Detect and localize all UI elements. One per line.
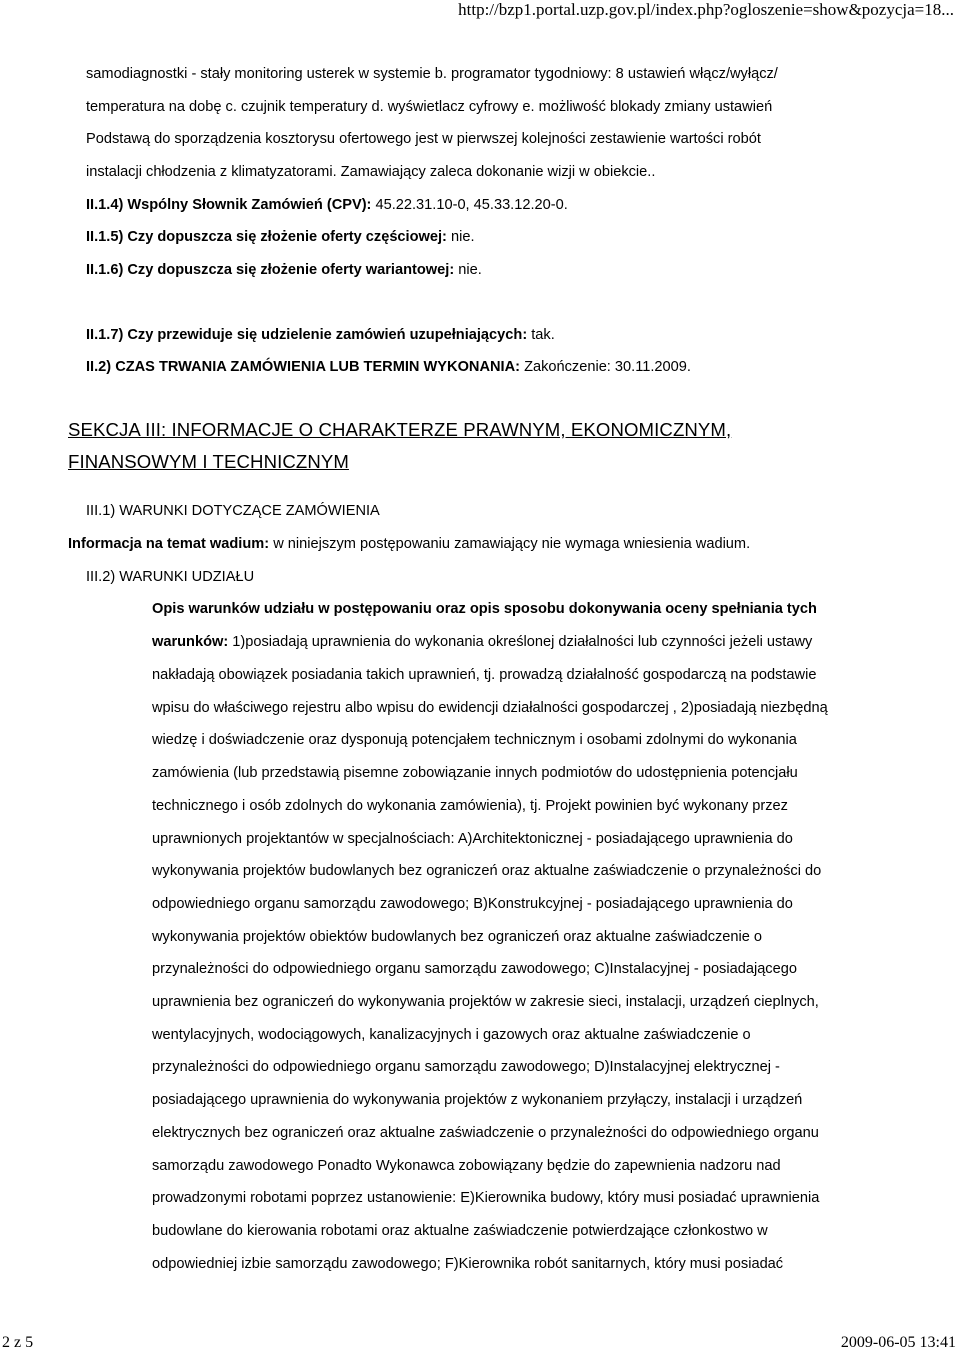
variant-offer-row bbox=[86, 261, 482, 279]
conditions-body-line: posiadającego uprawnienia do wykonywania projektów z wykonaniem przyłączy, instalacji i urządzeń bbox=[152, 1092, 803, 1109]
partial-offer-label: II.1.5) Czy dopuszcza się złożenie oferty częściowej: bbox=[86, 229, 447, 245]
conditions-body-line: wiedzę i doświadczenie oraz dysponują potencjałem technicznym i osobami zdolnymi do wykonania bbox=[152, 732, 797, 749]
iii2-heading: III.2) WARUNKI UDZIAŁU bbox=[86, 569, 255, 585]
partial-offer-value: nie. bbox=[450, 229, 475, 245]
print-datetime: 2009-06-05 13:41 bbox=[840, 1334, 956, 1351]
supplementary-orders-row bbox=[86, 326, 555, 344]
conditions-body-line: wpisu do właściwego rejestru albo wpisu do ewidencji działalności gospodarczej , 2)posiadają niezbędną bbox=[152, 699, 828, 716]
supplementary-orders-value: tak. bbox=[531, 327, 555, 343]
wadium-value: w niniejszym postępowaniu zamawiający nie wymaga wniesienia wadium. bbox=[273, 536, 751, 552]
text-line: instalacji chłodzenia z klimatyzatorami. Zamawiający zaleca dokonanie wizji w obiekcie.. bbox=[86, 164, 656, 180]
conditions-body-line: zamówienia (lub przedstawią pisemne zobowiązanie innych podmiotów do udostępnienia potencjału bbox=[152, 765, 798, 782]
supplementary-orders-label: II.1.7) Czy przewiduje się udzielenie zamówień uzupełniających: bbox=[86, 327, 528, 343]
partial-offer-row bbox=[86, 228, 475, 246]
conditions-body-line: przynależności do odpowiedniego organu samorządu zawodowego; C)Instalacyjnej - posiadającego bbox=[152, 961, 797, 978]
iii1-heading: III.1) WARUNKI DOTYCZĄCE ZAMÓWIENIA bbox=[86, 503, 380, 519]
conditions-body-line: wykonywania projektów budowlanych bez ograniczeń oraz aktualne zaświadczenie o przynależności do bbox=[152, 863, 822, 880]
variant-offer-label: II.1.6) Czy dopuszcza się złożenie oferty wariantowej: bbox=[86, 262, 455, 278]
conditions-body-line: uprawnienia bez ograniczeń do wykonywania projektów w zakresie sieci, instalacji, urządzeń cieplnych, bbox=[152, 994, 819, 1010]
conditions-body-line: odpowiedniej izbie samorządu zawodowego; F)Kierownika robót sanitarnych, który musi posiadać bbox=[152, 1255, 784, 1272]
section-heading-line-1: SEKCJA III: INFORMACJE O CHARAKTERZE PRAWNYM, EKONOMICZNYM, bbox=[68, 419, 732, 440]
duration-label: II.2) CZAS TRWANIA ZAMÓWIENIA LUB TERMIN WYKONANIA: bbox=[86, 359, 520, 375]
cpv-label: II.1.4) Wspólny Słownik Zamówień (CPV): bbox=[86, 197, 372, 213]
text-line: samodiagnostki - stały monitoring usterek w systemie b. programator tygodniowy: 8 ustawień włącz/wyłącz/ bbox=[86, 66, 778, 82]
conditions-body-line: uprawnionych projektantów w specjalnościach: A)Architektonicznej - posiadającego uprawnienia do bbox=[152, 830, 793, 847]
page-url-header: http://bzp1.portal.uzp.gov.pl/index.php?ogloszenie=show&pozycja=18... bbox=[458, 0, 954, 19]
wadium-label: Informacja na temat wadium: bbox=[68, 536, 270, 552]
duration-value: Zakończenie: 30.11.2009. bbox=[524, 359, 691, 375]
conditions-title-line: Opis warunków udziału w postępowaniu oraz opis sposobu dokonywania oceny spełniania tych bbox=[152, 601, 817, 617]
conditions-body-line: technicznego i osób zdolnych do wykonania zamówienia), tj. Projekt powinien być wykonany przez bbox=[152, 797, 788, 814]
conditions-body-line: nakładają obowiązek posiadania takich uprawnień, tj. prowadzą działalność gospodarczą na podstawie bbox=[152, 667, 817, 683]
cpv-row bbox=[86, 196, 568, 214]
wadium-row bbox=[68, 535, 750, 553]
section-heading-line-2: FINANSOWYM I TECHNICZNYM bbox=[68, 451, 349, 472]
conditions-body-line: wykonywania projektów obiektów budowlanych bez ograniczeń oraz aktualne zaświadczenie o bbox=[152, 928, 763, 945]
conditions-body-line: odpowiedniego organu samorządu zawodowego; B)Konstrukcyjnej - posiadającego uprawnienia do bbox=[152, 895, 793, 912]
text-line: Podstawą do sporządzenia kosztorysu ofertowego jest w pierwszej kolejności zestawienie wartości robót bbox=[86, 131, 761, 147]
text-line: temperatura na dobę c. czujnik temperatury d. wyświetlacz cyfrowy e. możliwość blokady zmiany ustawień bbox=[86, 99, 773, 115]
conditions-body-line: prowadzonymi robotami poprzez ustanowienie: E)Kierownika budowy, który musi posiadać uprawnienia bbox=[152, 1190, 820, 1207]
conditions-body-line: budowlane do kierowania robotami oraz aktualne zaświadczenie potwierdzające członkostwo w bbox=[152, 1222, 768, 1239]
conditions-body-line: wentylacyjnych, wodociągowych, kanalizacyjnych i gazowych oraz aktualne zaświadczenie o bbox=[152, 1026, 751, 1043]
duration-row bbox=[86, 358, 691, 376]
cpv-value: 45.22.31.10-0, 45.33.12.20-0. bbox=[375, 197, 568, 213]
conditions-body-line: samorządu zawodowego Ponadto Wykonawca zobowiązany będzie do zapewnienia nadzoru nad bbox=[152, 1157, 781, 1174]
conditions-line bbox=[152, 633, 812, 651]
conditions-body-line: elektrycznych bez ograniczeń oraz aktualne zaświadczenie o przynależności do odpowiedniego organu bbox=[152, 1124, 819, 1141]
page-number: 2 z 5 bbox=[2, 1334, 34, 1351]
conditions-body-line: przynależności do odpowiedniego organu samorządu zawodowego; D)Instalacyjnej elektrycznej - bbox=[152, 1059, 780, 1076]
conditions-label: warunków: bbox=[152, 634, 229, 650]
conditions-text: 1)posiadają uprawnienia do wykonania określonej działalności lub czynności jeżeli ustawy bbox=[232, 634, 813, 650]
variant-offer-value: nie. bbox=[458, 262, 482, 278]
